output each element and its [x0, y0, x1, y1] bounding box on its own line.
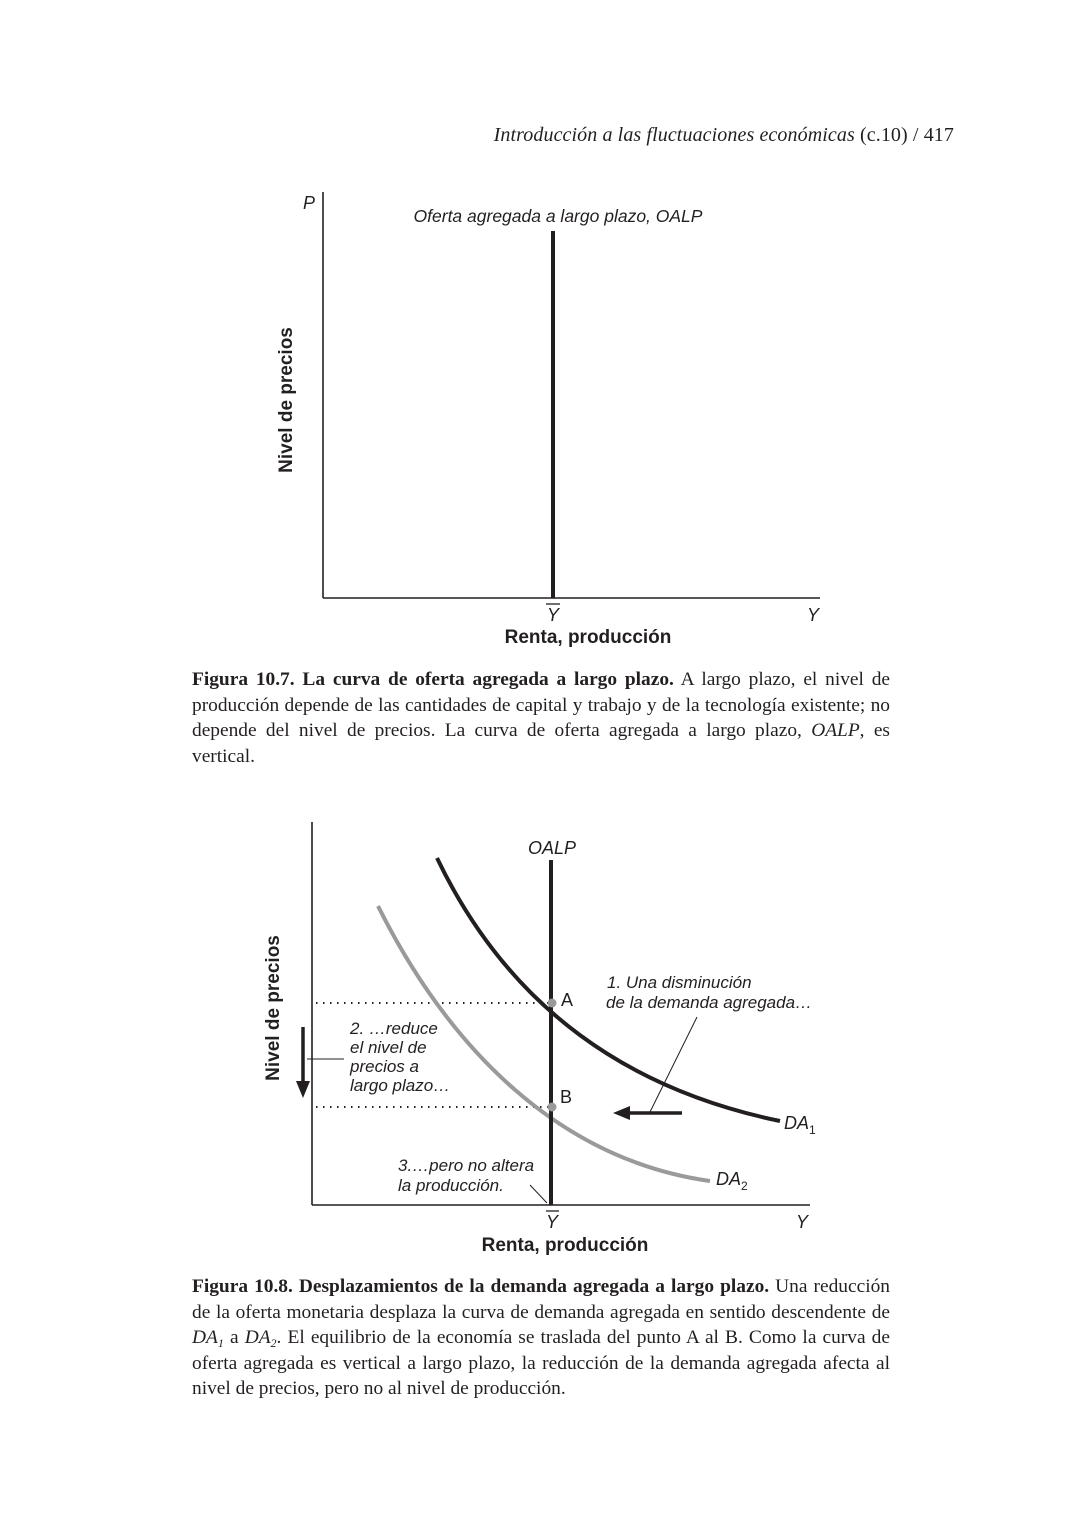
- caption-da2-text: DA: [244, 1327, 271, 1349]
- ybar-label: Y: [546, 605, 560, 625]
- x-axis-label: Renta, producción: [504, 627, 672, 648]
- annotation-1-line-2: de la demanda agregada…: [606, 993, 813, 1012]
- y-axis-label: Nivel de precios: [263, 935, 284, 1081]
- caption-da1-text: DA: [192, 1327, 218, 1349]
- oalp-curve-label: Oferta agregada a largo plazo, OALP: [413, 206, 703, 226]
- ybar-label: Y: [545, 1212, 559, 1232]
- header-separator: /: [912, 124, 919, 146]
- chapter-ref: (c.10): [859, 124, 908, 146]
- caption-da2: [244, 1327, 277, 1351]
- caption-end: , es vertical.: [192, 720, 890, 767]
- caption-a: a: [229, 1327, 239, 1349]
- annotation-2-line-1: 2. …reduce: [350, 1019, 438, 1038]
- annotation-2-line-4: largo plazo…: [350, 1076, 451, 1095]
- oalp-label: OALP: [527, 838, 577, 858]
- x-axis-symbol: Y: [795, 1212, 809, 1232]
- x-axis-label: Renta, producción: [481, 1235, 649, 1256]
- da1-label-sub: 1: [809, 1123, 816, 1137]
- caption-title: Figura 10.8. Desplazamientos de la demanda agregada a largo plazo.: [192, 1276, 770, 1297]
- shift-arrow-head: [613, 1106, 630, 1120]
- da2-label-sub: 2: [741, 1179, 748, 1193]
- annotation-3-line-2: la producción.: [398, 1176, 504, 1195]
- caption-title: Figura 10.7. La curva de oferta agregada a largo plazo.: [192, 669, 674, 690]
- da2-label: [716, 1169, 748, 1193]
- caption-body: Una reducción de la oferta monetaria desplaza la curva de demanda agregada en sentido descendente de: [192, 1276, 890, 1323]
- y-axis-symbol: P: [303, 193, 316, 213]
- annotation-3-leader: [530, 1185, 547, 1203]
- point-b-label: B: [560, 1087, 573, 1107]
- caption-end: . El equilibrio de la economía se traslada del punto A al B. Como la curva de oferta agregada es vertical a largo plazo, la reducción de la demanda agregada afecta al nivel de precios, pero no al nivel de producción.: [192, 1327, 890, 1400]
- point-b-marker: [548, 1103, 557, 1112]
- da1-label: [784, 1113, 816, 1137]
- caption-da1-sub: 1: [217, 1336, 224, 1351]
- annotation-2-line-3: precios a: [350, 1057, 419, 1076]
- annotation-3-line-1: 3.…pero no altera: [398, 1156, 535, 1175]
- caption-da2-sub: 2: [270, 1336, 277, 1351]
- point-a-marker: [548, 999, 557, 1008]
- da1-label-text: DA: [784, 1113, 810, 1133]
- caption-da1: [192, 1327, 224, 1351]
- running-title: Introducción a las fluctuaciones económicas: [493, 124, 855, 146]
- page-number: 417: [923, 124, 954, 146]
- annotation-2-line-2: el nivel de: [350, 1038, 427, 1057]
- da2-curve: [378, 906, 710, 1181]
- y-axis-label: Nivel de precios: [276, 327, 297, 473]
- caption-body: A largo plazo, el nivel de producción depende de las cantidades de capital y trabajo y de la tecnología existente; no depende del nivel de precios. La curva de oferta agregada a largo plazo,: [192, 669, 891, 742]
- price-down-arrow-head: [296, 1081, 310, 1098]
- caption-italic: OALP: [811, 720, 860, 742]
- x-axis-symbol: Y: [806, 605, 820, 625]
- point-a-label: A: [561, 990, 574, 1010]
- figure-10-8-caption: [192, 1274, 890, 1402]
- annotation-1-line-1: 1. Una disminución: [607, 973, 752, 992]
- da2-label-text: DA: [716, 1169, 742, 1189]
- annotation-1-leader: [650, 1017, 697, 1112]
